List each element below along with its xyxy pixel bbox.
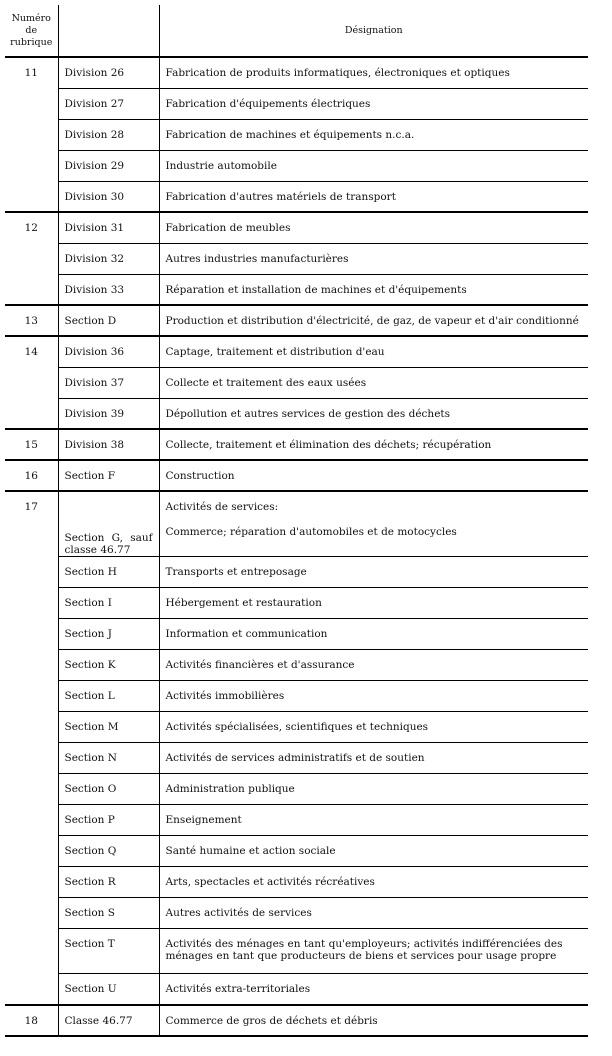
designation-cell: Fabrication de machines et équipements n.c.a. [159, 119, 588, 150]
nace-code-cell: Division 26 [58, 57, 159, 88]
nace-code-cell: Division 39 [58, 398, 159, 429]
table-row [5, 805, 588, 836]
table-row [5, 712, 588, 743]
rubrique-number: 18 [5, 1005, 58, 1036]
rubrique-number: 13 [5, 305, 58, 336]
nace-code-cell: Division 38 [58, 429, 159, 460]
nace-code-cell: Section T [58, 929, 159, 974]
designation-cell: Fabrication d'équipements électriques [159, 88, 588, 119]
table-row [5, 212, 588, 243]
designation-cell: Réparation et installation de machines et d'équipements [159, 274, 588, 305]
rubrique-number: 15 [5, 429, 58, 460]
designation-cell: Collecte et traitement des eaux usées [159, 367, 588, 398]
nace-code-cell: Division 31 [58, 212, 159, 243]
classification-table-page [5, 5, 588, 1037]
table-row [5, 57, 588, 88]
designation-cell: Activités financières et d'assurance [159, 650, 588, 681]
table-row [5, 429, 588, 460]
group-intro-text: Activités de services: [165, 501, 279, 513]
table-row [5, 743, 588, 774]
designation-cell: Industrie automobile [159, 150, 588, 181]
nace-code-cell: Division 36 [58, 336, 159, 367]
designation-cell [159, 491, 588, 557]
nace-code-cell: Section K [58, 650, 159, 681]
designation-cell: Activités spécialisées, scientifiques et techniques [159, 712, 588, 743]
table-row [5, 88, 588, 119]
table-row [5, 305, 588, 336]
designation-cell: Activités des ménages en tant qu'employeurs; activités indifférenciées des ménages en tant que producteurs de biens et services pour usage propre [159, 929, 588, 974]
nace-code-cell: Division 37 [58, 367, 159, 398]
header-designation: Désignation [159, 5, 588, 57]
designation-cell: Arts, spectacles et activités récréatives [159, 867, 588, 898]
table-row [5, 460, 588, 491]
table-row [5, 491, 588, 557]
table-row [5, 836, 588, 867]
designation-cell: Commerce de gros de déchets et débris [159, 1005, 588, 1036]
nace-code-cell: Section S [58, 898, 159, 929]
classification-table [5, 5, 588, 1037]
table-row [5, 274, 588, 305]
nace-code-cell: Classe 46.77 [58, 1005, 159, 1036]
table-row [5, 119, 588, 150]
designation-text: Commerce; réparation d'automobiles et de motocycles [165, 526, 457, 538]
table-header-row [5, 5, 588, 57]
nace-code-cell [58, 491, 159, 557]
designation-cell: Transports et entreposage [159, 557, 588, 588]
nace-code-cell: Section I [58, 588, 159, 619]
designation-cell: Santé humaine et action sociale [159, 836, 588, 867]
nace-code-cell: Division 28 [58, 119, 159, 150]
code-text: Section G, sauf classe 46.77 [64, 532, 153, 556]
table-row [5, 588, 588, 619]
nace-code-cell: Division 27 [58, 88, 159, 119]
nace-code-cell: Division 33 [58, 274, 159, 305]
designation-cell: Dépollution et autres services de gestion des déchets [159, 398, 588, 429]
table-row [5, 974, 588, 1005]
nace-code-cell: Section N [58, 743, 159, 774]
nace-code-cell: Division 29 [58, 150, 159, 181]
designation-cell: Fabrication d'autres matériels de transport [159, 181, 588, 212]
nace-code-cell: Section D [58, 305, 159, 336]
table-row [5, 774, 588, 805]
table-row [5, 150, 588, 181]
rubrique-number: 17 [5, 491, 58, 1005]
designation-cell: Activités de services administratifs et de soutien [159, 743, 588, 774]
designation-cell: Information et communication [159, 619, 588, 650]
designation-cell: Activités immobilières [159, 681, 588, 712]
table-row [5, 243, 588, 274]
table-row [5, 557, 588, 588]
header-de-line: de [25, 24, 38, 36]
designation-cell: Construction [159, 460, 588, 491]
designation-cell: Enseignement [159, 805, 588, 836]
nace-code-cell: Section U [58, 974, 159, 1005]
table-row [5, 898, 588, 929]
designation-cell: Autres activités de services [159, 898, 588, 929]
table-row [5, 867, 588, 898]
designation-cell: Administration publique [159, 774, 588, 805]
designation-cell: Activités extra-territoriales [159, 974, 588, 1005]
table-row [5, 367, 588, 398]
header-rubrique-line: rubrique [10, 36, 53, 48]
nace-code-cell: Section P [58, 805, 159, 836]
designation-cell: Fabrication de produits informatiques, électroniques et optiques [159, 57, 588, 88]
nace-code-cell: Division 32 [58, 243, 159, 274]
designation-cell: Captage, traitement et distribution d'eau [159, 336, 588, 367]
designation-cell: Collecte, traitement et élimination des déchets; récupération [159, 429, 588, 460]
header-numero-rubrique [5, 5, 58, 57]
header-numero-line: Numéro [11, 12, 51, 24]
table-row [5, 681, 588, 712]
designation-cell: Production et distribution d'électricité, de gaz, de vapeur et d'air conditionné [159, 305, 588, 336]
nace-code-cell: Section J [58, 619, 159, 650]
nace-code-cell: Section M [58, 712, 159, 743]
rubrique-number: 12 [5, 212, 58, 305]
table-row [5, 1005, 588, 1036]
rubrique-number: 11 [5, 57, 58, 212]
table-row [5, 398, 588, 429]
table-row [5, 181, 588, 212]
designation-cell: Hébergement et restauration [159, 588, 588, 619]
rubrique-number: 14 [5, 336, 58, 429]
designation-cell: Fabrication de meubles [159, 212, 588, 243]
designation-cell: Autres industries manufacturières [159, 243, 588, 274]
table-row [5, 650, 588, 681]
nace-code-cell: Section L [58, 681, 159, 712]
table-row [5, 336, 588, 367]
nace-code-cell: Section O [58, 774, 159, 805]
nace-code-cell: Section Q [58, 836, 159, 867]
nace-code-cell: Division 30 [58, 181, 159, 212]
nace-code-cell: Section F [58, 460, 159, 491]
table-row [5, 619, 588, 650]
table-row [5, 929, 588, 974]
header-code [58, 5, 159, 57]
rubrique-number: 16 [5, 460, 58, 491]
nace-code-cell: Section H [58, 557, 159, 588]
nace-code-cell: Section R [58, 867, 159, 898]
